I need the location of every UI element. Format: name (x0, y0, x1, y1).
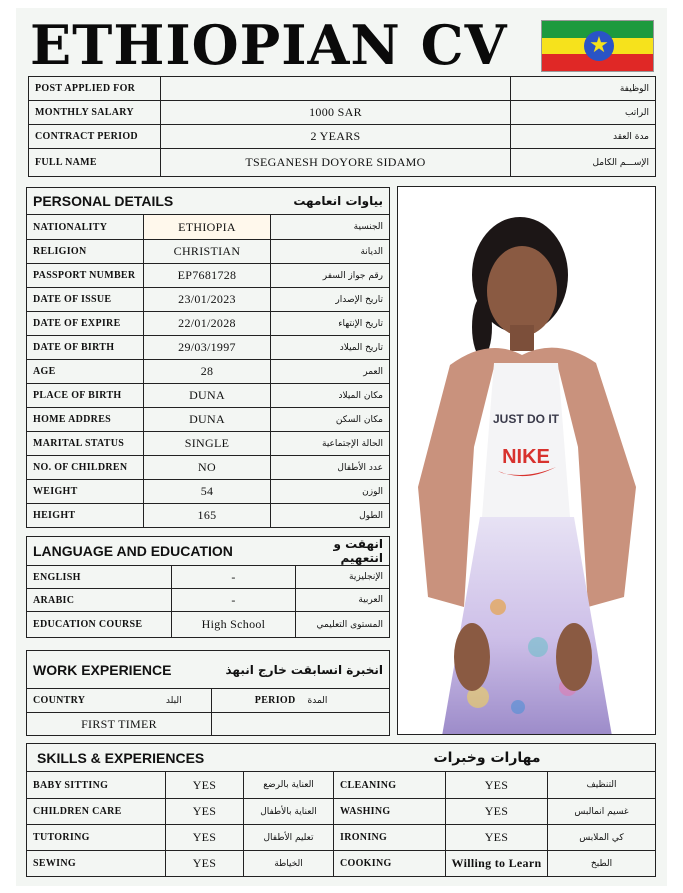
skill-value: YES (446, 772, 548, 799)
personal-row-ar: الحالة الإجتماعية (271, 432, 390, 456)
personal-row-value: 28 (144, 360, 271, 384)
skill-label-ar: التنظيف (548, 772, 656, 799)
personal-row-ar: مكان السكن (271, 408, 390, 432)
salary-label-ar: الراتب (511, 101, 656, 125)
shirt-logo: NIKE (502, 446, 550, 468)
language-row-label: EDUCATION COURSE (27, 612, 172, 638)
skill-label: TUTORING (27, 825, 166, 851)
personal-row-ar: تاريخ الإصدار (271, 288, 390, 312)
personal-row-label: MARITAL STATUS (27, 432, 144, 456)
personal-row-ar: مكان الميلاد (271, 384, 390, 408)
language-row-value: High School (172, 612, 296, 638)
personal-row-label: NO. OF CHILDREN (27, 456, 144, 480)
personal-details-table (26, 187, 390, 528)
personal-row-label: RELIGION (27, 240, 144, 264)
salary-label: MONTHLY SALARY (29, 101, 161, 125)
personal-row-ar: الطول (271, 504, 390, 528)
shirt-text: JUST DO IT (492, 412, 560, 426)
skill-label-ar: العناية بالأطفال (244, 799, 334, 825)
contract-value: 2 YEARS (161, 125, 511, 149)
skill-value: YES (166, 772, 244, 799)
skill-label: WASHING (334, 799, 446, 825)
personal-row-label: HOME ADDRES (27, 408, 144, 432)
period-label-ar: المدة (302, 689, 390, 713)
personal-row-label: DATE OF ISSUE (27, 288, 144, 312)
language-row-value: - (172, 566, 296, 589)
personal-row-value: NO (144, 456, 271, 480)
personal-row-value: EP7681728 (144, 264, 271, 288)
skill-label: BABY SITTING (27, 772, 166, 799)
personal-row-ar: تاريخ الميلاد (271, 336, 390, 360)
personal-row-value: 23/01/2023 (144, 288, 271, 312)
personal-row-value: 165 (144, 504, 271, 528)
top-info-table (28, 76, 656, 177)
personal-row-label: NATIONALITY (27, 215, 144, 240)
personal-row-ar: الوزن (271, 480, 390, 504)
star-emblem-icon: ★ (584, 31, 614, 61)
language-row-ar: الإنجليزية (296, 566, 390, 589)
personal-row-value: SINGLE (144, 432, 271, 456)
skill-label: SEWING (27, 851, 166, 877)
work-experience-value: FIRST TIMER (27, 713, 212, 736)
skill-label-ar: غسيم انمالبس (548, 799, 656, 825)
personal-row-label: PLACE OF BIRTH (27, 384, 144, 408)
personal-row-label: DATE OF BIRTH (27, 336, 144, 360)
post-label: POST APPLIED FOR (29, 77, 161, 101)
skill-label: COOKING (334, 851, 446, 877)
personal-row-label: DATE OF EXPIRE (27, 312, 144, 336)
personal-row-value: DUNA (144, 384, 271, 408)
fullname-label-ar: الإســـم الكامل (511, 149, 656, 177)
personal-title-ar: بياوات انعامهت (271, 188, 390, 215)
personal-title: PERSONAL DETAILS (27, 188, 271, 215)
language-row-label: ENGLISH (27, 566, 172, 589)
skills-title: SKILLS & EXPERIENCES (27, 744, 334, 772)
personal-row-ar: عدد الأطفال (271, 456, 390, 480)
salary-value: 1000 SAR (161, 101, 511, 125)
personal-row-value: CHRISTIAN (144, 240, 271, 264)
contract-label-ar: مدة العقد (511, 125, 656, 149)
personal-row-ar: العمر (271, 360, 390, 384)
personal-row-label: AGE (27, 360, 144, 384)
skill-value: YES (166, 851, 244, 877)
personal-row-value: ETHIOPIA (144, 215, 271, 240)
work-title-ar: انخبرة انسابقت خارج انبهذ (212, 651, 390, 689)
language-title-ar: انهقت و انتعهيم (296, 537, 390, 566)
skill-value: YES (446, 825, 548, 851)
personal-row-value: 22/01/2028 (144, 312, 271, 336)
country-label-ar: البلد (137, 689, 212, 713)
portrait-image (398, 187, 656, 735)
personal-row-label: PASSPORT NUMBER (27, 264, 144, 288)
personal-row-ar: رقم جواز السفر (271, 264, 390, 288)
skill-label: CHILDREN CARE (27, 799, 166, 825)
skill-value: YES (166, 825, 244, 851)
personal-row-value: DUNA (144, 408, 271, 432)
cv-title: ETHIOPIAN CV (30, 13, 508, 77)
personal-row-value: 54 (144, 480, 271, 504)
skill-label: IRONING (334, 825, 446, 851)
skill-label-ar: العناية بالرضع (244, 772, 334, 799)
language-row-ar: المستوى التعليمي (296, 612, 390, 638)
post-label-ar: الوظيفة (511, 77, 656, 101)
work-experience-table (26, 650, 390, 736)
skills-title-ar: مهارات وخبرات (334, 744, 656, 772)
personal-row-ar: تاريخ الإنتهاء (271, 312, 390, 336)
skill-label-ar: الطبخ (548, 851, 656, 877)
personal-row-label: WEIGHT (27, 480, 144, 504)
skill-label: CLEANING (334, 772, 446, 799)
language-row-label: ARABIC (27, 589, 172, 612)
period-label: PERIOD (212, 689, 302, 713)
work-period-value (212, 713, 390, 736)
skill-label-ar: كي الملابس (548, 825, 656, 851)
language-row-ar: العربية (296, 589, 390, 612)
skill-label-ar: الخياطة (244, 851, 334, 877)
skills-table (26, 743, 656, 877)
post-value (161, 77, 511, 101)
skill-value: YES (166, 799, 244, 825)
language-title: LANGUAGE AND EDUCATION (27, 537, 296, 566)
work-title: WORK EXPERIENCE (27, 651, 212, 689)
language-row-value: - (172, 589, 296, 612)
personal-row-ar: الديانة (271, 240, 390, 264)
fullname-value: TSEGANESH DOYORE SIDAMO (161, 149, 511, 177)
contract-label: CONTRACT PERIOD (29, 125, 161, 149)
skill-value: YES (446, 799, 548, 825)
skill-label-ar: تعليم الأطفال (244, 825, 334, 851)
personal-row-label: HEIGHT (27, 504, 144, 528)
language-education-table (26, 536, 390, 638)
candidate-photo (397, 186, 656, 735)
skill-value: Willing to Learn (446, 851, 548, 877)
country-label: COUNTRY (27, 689, 137, 713)
fullname-label: FULL NAME (29, 149, 161, 177)
personal-row-ar: الجنسية (271, 215, 390, 240)
personal-row-value: 29/03/1997 (144, 336, 271, 360)
ethiopia-flag-icon (541, 20, 654, 72)
